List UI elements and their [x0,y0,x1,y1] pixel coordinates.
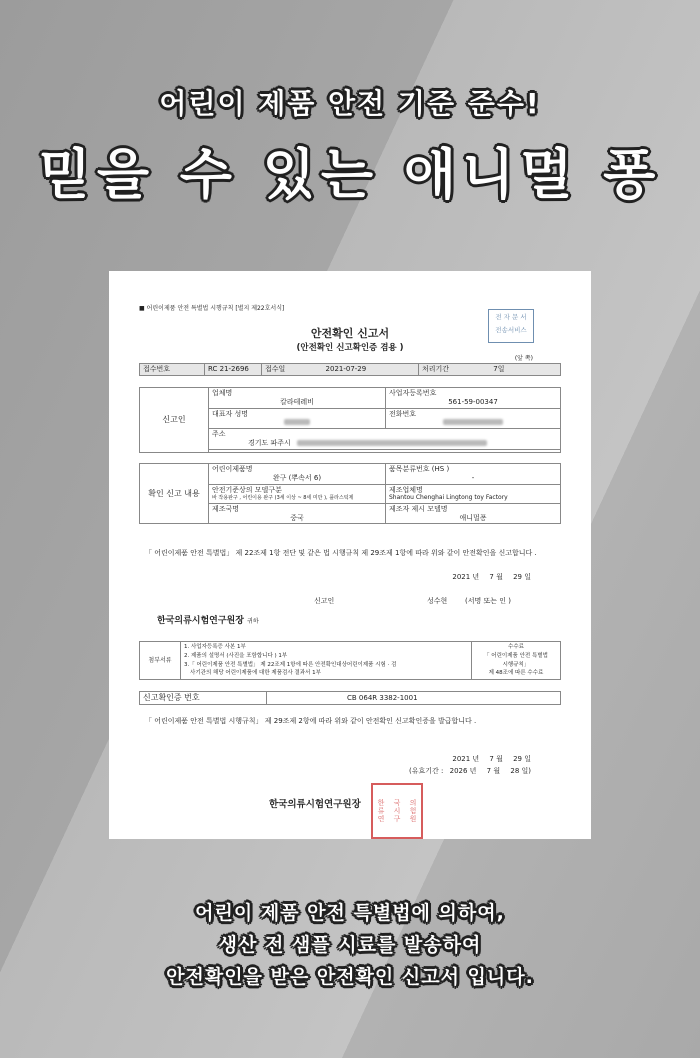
seal-char: 류 [377,807,385,815]
seal-char: 구 [393,815,401,823]
maker-model-value: 애니멀퐁 [459,513,487,522]
redacted-representative [284,419,310,425]
issue-day: 29 일 [513,755,531,763]
stamp-line-1: 전 자 문 서 [495,313,527,321]
cert-number-label: 신고확인증 번호 [140,692,267,705]
signer-sign-note: (서명 또는 인 ) [465,597,511,605]
business-number-value: 561-59-00347 [448,397,498,406]
validity-year: 2026 년 [449,767,477,775]
fee-line-3: 제 48조에 따른 수수료 [488,670,544,677]
cert-number-value: CB 064R 3382-1001 [267,692,561,705]
cert-number-table [139,691,561,705]
fee-title: 수수료 [508,644,524,650]
seal-char: 국 [393,799,401,807]
seal-char: 한 [377,799,385,807]
seal-char: 험 [409,807,417,815]
model-category-label: 안전기준상의 모델구분 [212,486,282,495]
form-reference: ■ 어린이제품 안전 특별법 시행규칙 [별지 제22호서식] [139,305,285,312]
classification-value: - [471,473,475,482]
receipt-date-value: 2021-07-29 [325,365,367,373]
seal-char: 시 [393,807,401,815]
official-seal [371,783,423,839]
fee-line-2: 시행규칙」 [502,661,530,668]
product-name-value: 완구 (뿌속서 6) [272,473,322,482]
processing-period-value: 7일 [493,365,505,373]
caption-line-1: 어린이 제품 안전 특별법에 의하여, [195,902,505,924]
issue-year: 2021 년 [452,755,480,763]
company-name-label: 업체명 [212,389,233,397]
attachment-item-2: 2. 제품의 설명서 (사진을 포함합니다 ) 1부 [184,652,288,659]
issue-month: 7 월 [489,755,503,763]
sub-headline: 어린이 제품 안전 기준 준수! [159,87,541,120]
country-value: 중국 [290,513,304,522]
attachment-item-4: 사기관의 해당 어린이제품에 대한 제품검사 결과서 1부 [190,670,321,677]
document-subtitle: (안전확인 신고확인증 겸용 ) [296,343,404,353]
seal-char: 연 [377,815,385,823]
fee-line-1: 「 어린이제품 안전 특별법 [484,652,548,659]
address-label: 주소 [212,430,226,438]
receipt-no-label: 접수번호 [140,364,205,376]
processing-period-label: 처리기간 [422,365,450,373]
signer-label: 신고인 [314,597,335,605]
document-title: 안전확인 신고서 [310,327,390,340]
declaration-year: 2021 년 [452,573,480,581]
declarant-table [139,387,561,453]
declaration-date [452,573,531,582]
receipt-date-label: 접수일 [265,365,286,373]
safety-certificate-document [109,271,591,839]
declaration-day: 29 일 [513,573,531,581]
classification-label: 품목분류번호 (HS ) [389,465,450,473]
attachment-item-1: 1. 사업자등록증 사본 1부 [184,644,246,650]
addressee-suffix: 귀하 [247,618,259,625]
attachment-item-3: 3.「 어린이제품 안전 특별법」 제 22조제 1항에 따른 안전확인대상어린이제품 시험 · 검 [184,661,397,668]
page-side-note: (앞 쪽) [514,355,533,362]
representative-label: 대표자 성명 [212,409,249,418]
attachments-table [139,641,561,680]
validity-day: 28 일) [510,767,531,775]
caption-line-3: 안전확인을 받은 안전확인 신고서 입니다. [166,966,534,988]
declaration-text: 「 어린이제품 안전 특별법」 제 22조제 1항 전단 및 같은 법 시행규칙 제 29조제 1항에 따라 위와 같이 안전확인을 신고합니다 . [145,549,537,557]
content-section-label: 확인 신고 내용 [140,464,209,524]
validity-period [409,767,531,776]
declarant-section-label: 신고인 [140,388,209,453]
content-table [139,463,561,524]
country-label: 제조국명 [212,504,240,513]
attachments-label: 첨부서류 [140,642,181,680]
seal-char: 원 [409,815,417,823]
declaration-month: 7 월 [489,573,503,581]
stamp-line-2: 전송서비스 [495,326,527,334]
caption-line-2: 생산 전 샘플 시료를 발송하여 [218,934,482,956]
manufacturer-value: Shantou Chenghai Lingtong toy Factory [389,494,508,502]
business-number-label: 사업자등록번호 [389,389,437,397]
issuer-name: 한국의류시험연구원장 [269,799,361,810]
phone-label: 전화번호 [389,409,417,418]
confirmation-text: 「 어린이제품 안전 특별법 시행규칙」 제 29조제 2항에 따라 위와 같이 안전확인 신고확인증을 발급합니다 . [145,717,477,725]
address-value: 경기도 파주시 [248,438,291,447]
maker-model-label: 제조자 제시 모델명 [389,504,448,513]
receipt-table [139,363,561,376]
validity-month: 7 월 [486,767,501,775]
redacted-phone [443,419,503,425]
validity-label: (유효기간 : [409,767,444,775]
manufacturer-label: 제조업체명 [389,485,423,494]
company-name-value: 칼라테레비 [280,397,314,406]
model-category-value: 바 작용완구 , 어린이용 완구 (3세 이상 ~ 8세 미만 ), 플라스틱제 [212,494,354,501]
signer-name: 성수현 [427,597,448,605]
addressee [157,616,259,627]
product-name-label: 어린이제품명 [212,465,253,473]
seal-char: 의 [409,799,417,807]
issue-date [452,755,531,764]
receipt-no-value: RC 21-2696 [205,364,262,376]
main-headline: 믿을 수 있는 애니멀 퐁 [38,143,662,206]
addressee-name: 한국의류시험연구원장 [157,616,244,626]
redacted-address [297,440,487,446]
